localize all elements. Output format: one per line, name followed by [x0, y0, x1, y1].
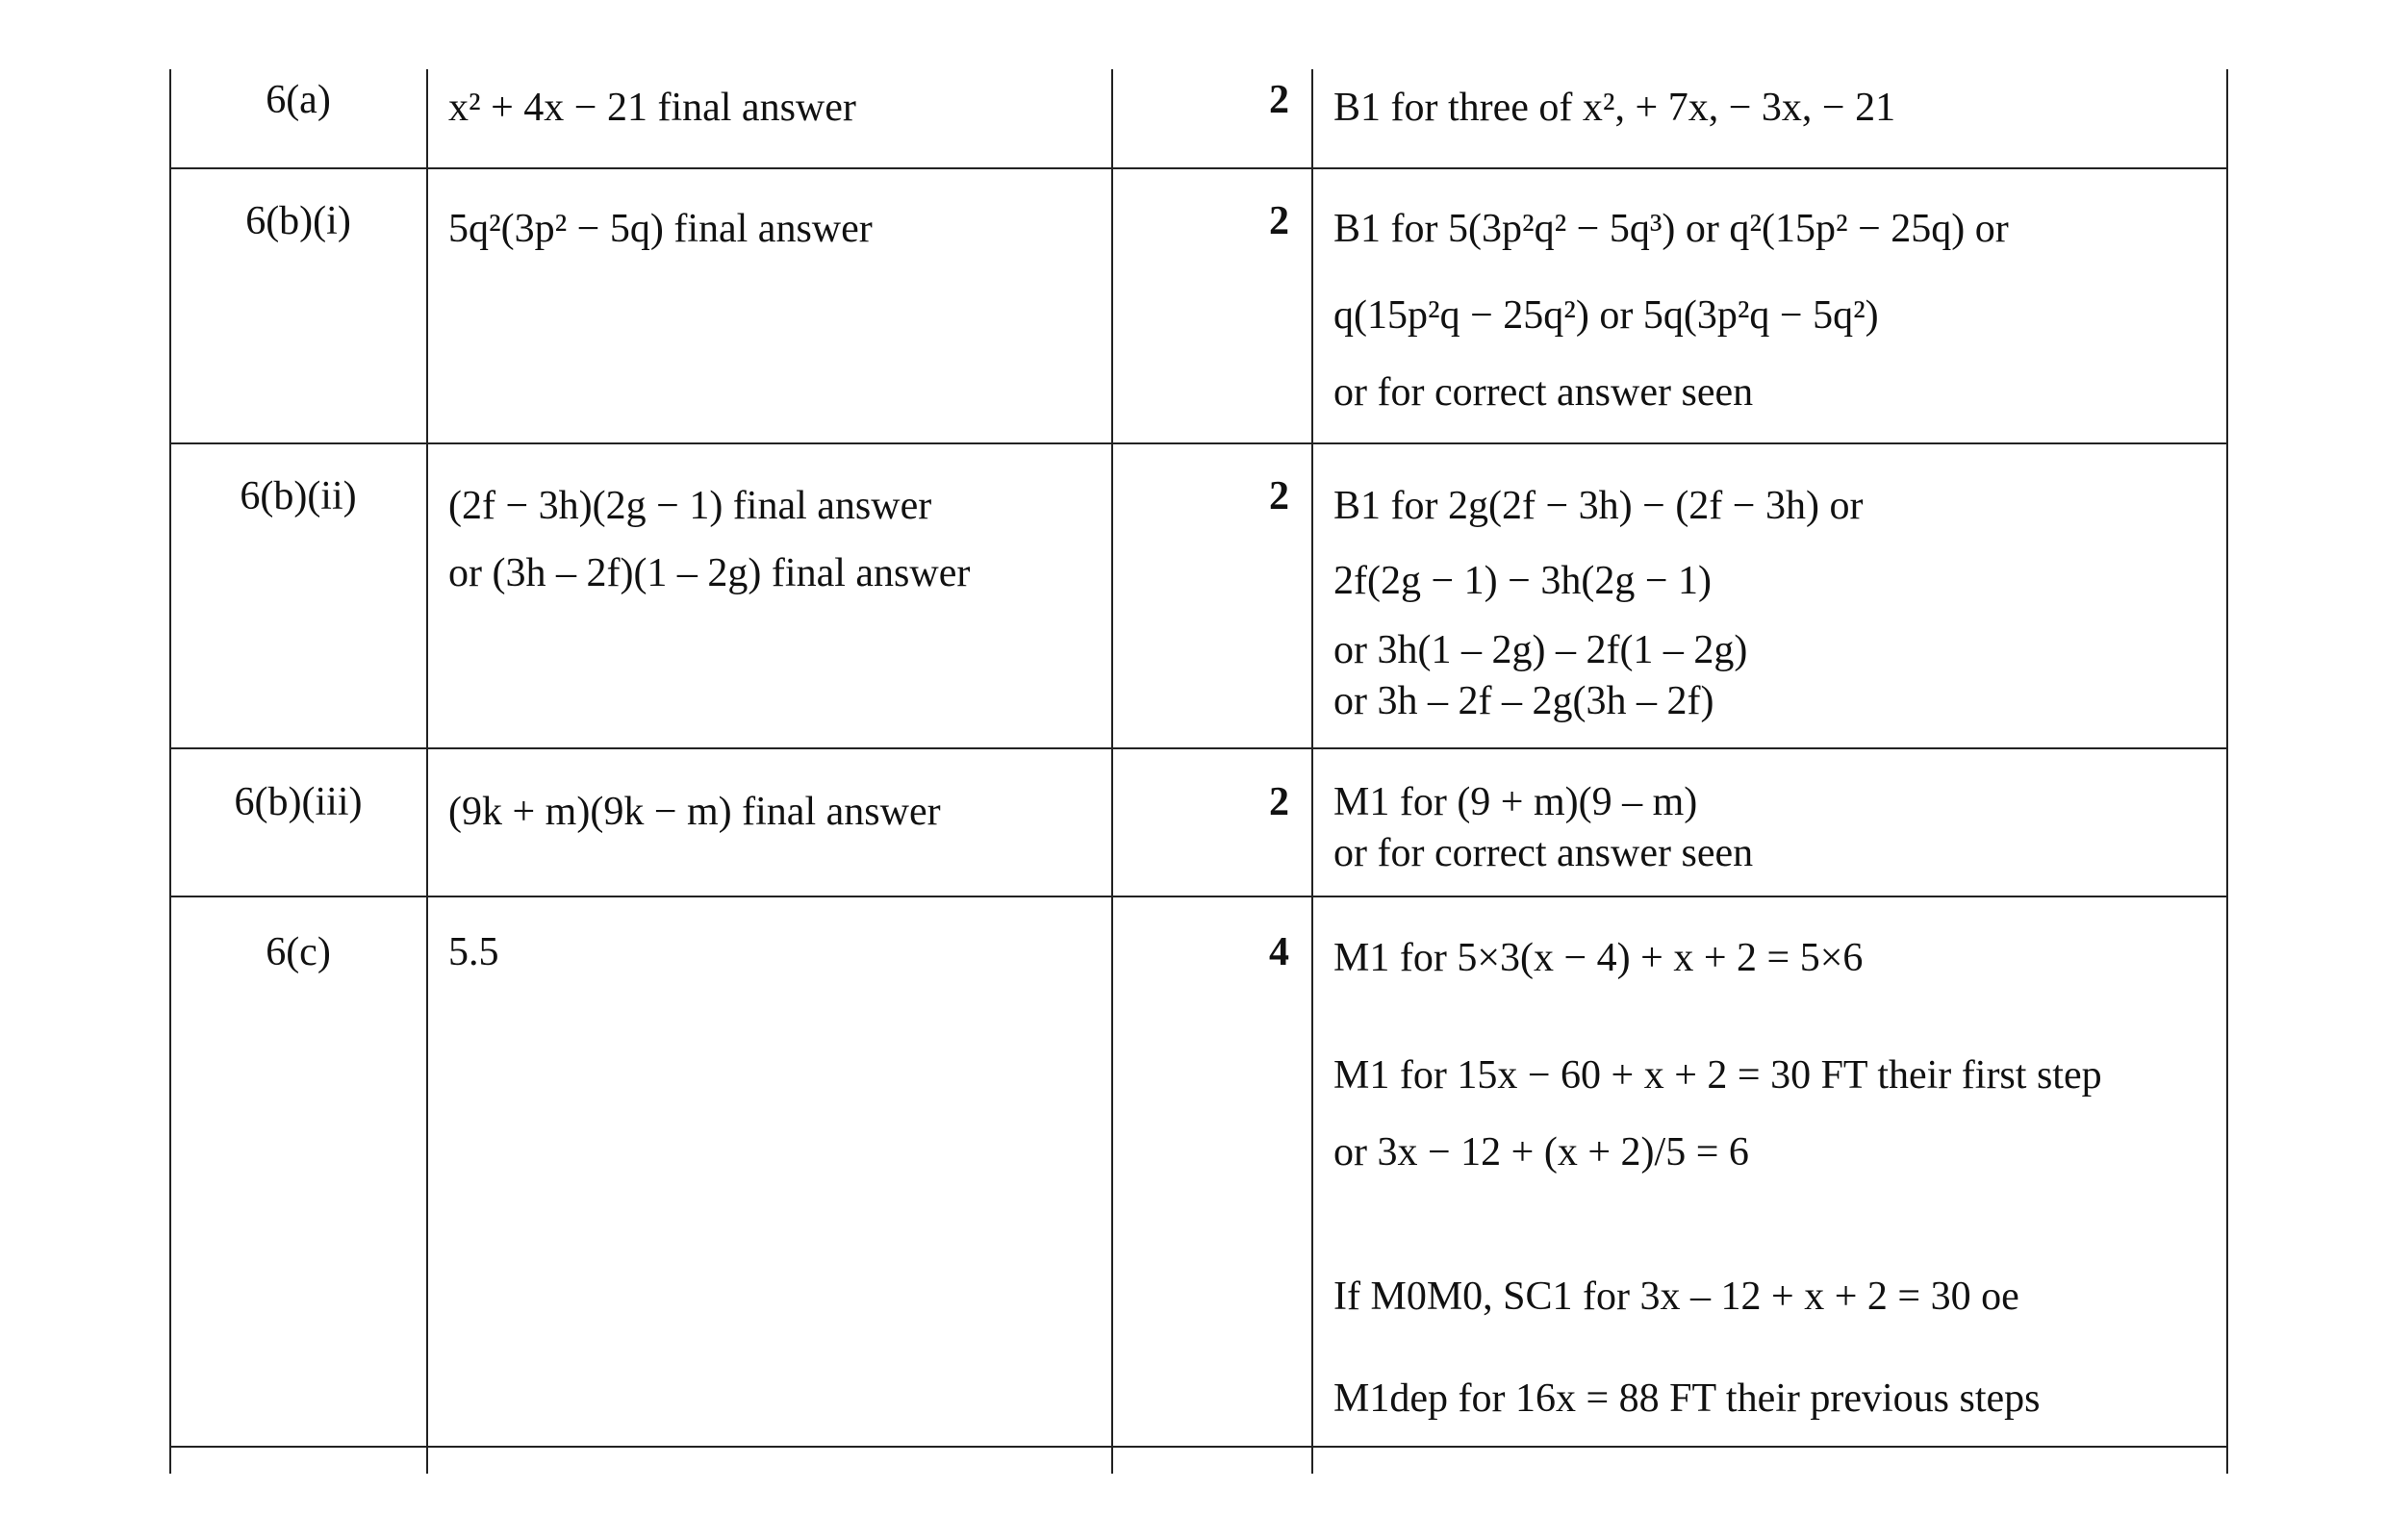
- notes-line: q(15p²q − 25q²) or 5q(3p²q − 5q²): [1333, 293, 1879, 338]
- row-divider: [169, 896, 2228, 897]
- notes-cell: [1333, 777, 1753, 878]
- answer-line: (2f − 3h)(2g − 1) final answer: [448, 484, 932, 528]
- marks-cell: 4: [1269, 930, 1289, 974]
- answer-cell: [448, 481, 970, 599]
- answer-cell: [448, 83, 856, 134]
- marks-cell: 2: [1269, 780, 1289, 824]
- question-number: 6(a): [266, 78, 331, 122]
- marks-cell: 2: [1269, 199, 1289, 243]
- question-number: 6(b)(ii): [240, 474, 357, 518]
- question-number: 6(c): [266, 930, 331, 974]
- notes-line: M1 for 5×3(x − 4) + x + 2 = 5×6: [1333, 936, 1864, 980]
- column-divider: [1111, 69, 1113, 1474]
- notes-cell: [1333, 481, 1863, 726]
- answer-line: x² + 4x − 21 final answer: [448, 86, 856, 130]
- question-number: 6(b)(iii): [234, 780, 363, 824]
- notes-line: or 3h – 2f – 2g(3h – 2f): [1333, 678, 1714, 723]
- notes-cell: [1333, 933, 2102, 1425]
- notes-line: or for correct answer seen: [1333, 370, 1754, 415]
- notes-line: If M0M0, SC1 for 3x – 12 + x + 2 = 30 oe: [1333, 1275, 2019, 1319]
- table-border-right: [2226, 69, 2228, 1474]
- notes-line: B1 for three of x², + 7x, − 3x, − 21: [1333, 86, 1896, 130]
- answer-cell: [448, 787, 941, 838]
- question-number: 6(b)(i): [245, 199, 351, 243]
- answer-line: or (3h – 2f)(1 – 2g) final answer: [448, 551, 971, 595]
- answer-cell: [448, 204, 873, 255]
- column-divider: [426, 69, 428, 1474]
- answer-line: 5.5: [448, 930, 499, 974]
- notes-line: M1dep for 16x = 88 FT their previous steps: [1333, 1376, 2041, 1421]
- table-border-left: [169, 69, 171, 1474]
- row-divider: [169, 167, 2228, 169]
- notes-line: B1 for 2g(2f − 3h) − (2f − 3h) or: [1333, 484, 1864, 528]
- notes-line: M1 for 15x − 60 + x + 2 = 30 FT their first step: [1333, 1053, 2102, 1098]
- answer-line: (9k + m)(9k − m) final answer: [448, 790, 941, 834]
- notes-line: M1 for (9 + m)(9 – m): [1333, 780, 1698, 824]
- answer-cell: [448, 927, 499, 978]
- notes-line: or for correct answer seen: [1333, 830, 1754, 875]
- marks-cell: 2: [1269, 78, 1289, 122]
- notes-line: or 3h(1 – 2g) – 2f(1 – 2g): [1333, 628, 1748, 672]
- row-divider: [169, 747, 2228, 749]
- notes-line: B1 for 5(3p²q² − 5q³) or q²(15p² − 25q) or: [1333, 207, 2009, 251]
- answer-line: 5q²(3p² − 5q) final answer: [448, 207, 873, 251]
- marks-cell: 2: [1269, 474, 1289, 518]
- notes-cell: [1333, 204, 2009, 418]
- row-divider: [169, 442, 2228, 444]
- notes-line: or 3x − 12 + (x + 2)/5 = 6: [1333, 1130, 1749, 1174]
- column-divider: [1311, 69, 1313, 1474]
- notes-line: 2f(2g − 1) − 3h(2g − 1): [1333, 559, 1712, 603]
- row-divider: [169, 1446, 2228, 1448]
- notes-cell: [1333, 83, 1895, 134]
